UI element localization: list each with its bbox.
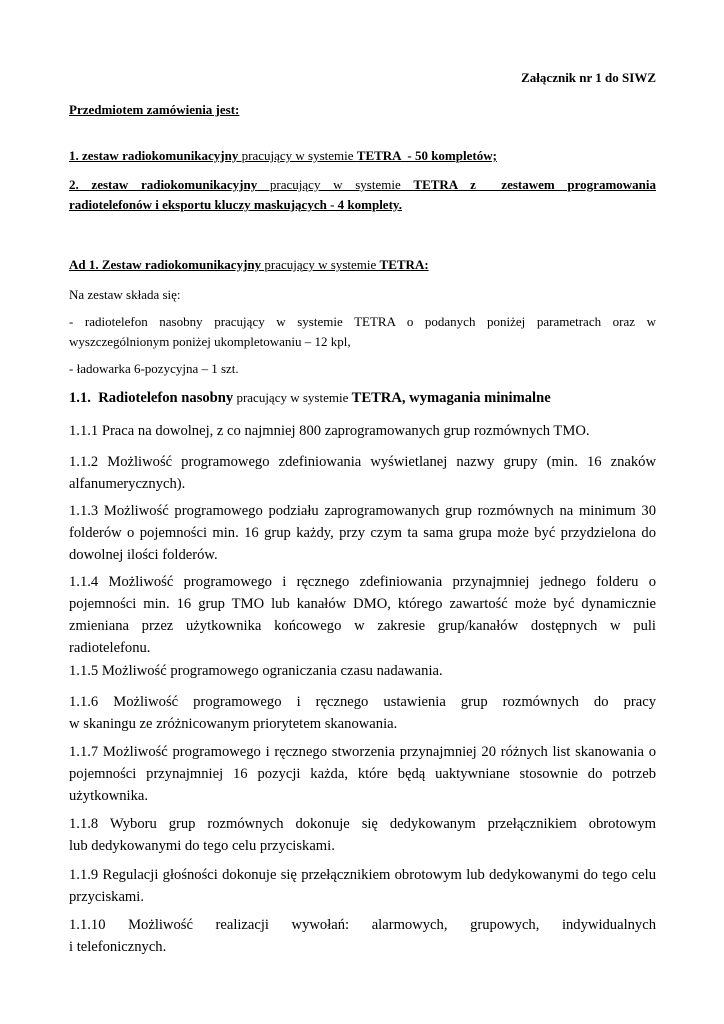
req-1-1-7: 1.1.7 Możliwość programowego i ręcznego stworzenia przynajmniej 20 różnych list skanowania o pojemności przynajmniej 16 pozycji każda, które będą uaktywniane stosownie do potrzeb użytkownika. — [69, 744, 656, 804]
order-item-1: 1. zestaw radiokomunikacyjny pracujący w systemie TETRA - 50 kompletów; — [69, 148, 497, 163]
req-1-1-6-line-2: w skaningu ze zróżnicowanym priorytetem skanowania. — [69, 716, 398, 732]
req-1-1-10-line-1: 1.1.10 Możliwość realizacji wywołań: alarmowych, grupowych, indywidualnych — [69, 917, 656, 933]
req-1-1-4: 1.1.4 Możliwość programowego i ręcznego zdefiniowania przynajmniej jednego folderu o pojemności min. 16 grup TMO lub kanałów DMO, którego zawartość może być dynamicznie zmieniana przez użytkownika końcowego w zakresie grup/kanałów dostępnych w puli radiotelefonu. — [69, 574, 656, 656]
req-1-1-8-line-1: 1.1.8 Wyboru grup rozmównych dokonuje się dedykowanym przełącznikiem obrotowym — [69, 816, 656, 832]
kit-item-charger: - ładowarka 6-pozycyjna – 1 szt. — [69, 361, 239, 376]
req-1-1-10-line-2: i telefonicznych. — [69, 939, 167, 955]
subject-heading: Przedmiotem zamówienia jest: — [69, 102, 240, 117]
req-1-1-2: 1.1.2 Możliwość programowego zdefiniowania wyświetlanej nazwy grupy (min. 16 znaków alfanumerycznych). — [69, 454, 656, 492]
order-item-2-line-2: radiotelefonów i eksportu kluczy maskujących - 4 komplety. — [69, 197, 402, 212]
req-1-1-9: 1.1.9 Regulacji głośności dokonuje się przełącznikiem obrotowym lub dedykowanymi do tego celu przyciskami. — [69, 867, 656, 905]
annex-label: Załącznik nr 1 do SIWZ — [521, 70, 656, 85]
req-1-1-3: 1.1.3 Możliwość programowego podziału zaprogramowanych grup rozmównych na minimum 30 folderów o pojemności min. 16 grup każdy, przy czym ta sama grupa może być przydzielona do dowolnej ilości folderów. — [69, 503, 656, 563]
ad1-heading: Ad 1. Zestaw radiokomunikacyjny pracujący w systemie TETRA: — [69, 257, 429, 272]
req-1-1-6-line-1: 1.1.6 Możliwość programowego i ręcznego ustawienia grup rozmównych do pracy — [69, 694, 656, 710]
order-item-2-line-1: 2. zestaw radiokomunikacyjny pracujący w systemie TETRA z zestawem programowania — [69, 177, 657, 192]
kit-item-radio: - radiotelefon nasobny pracujący w systemie TETRA o podanych poniżej parametrach oraz w wyszczególnionym poniżej ukompletowaniu – 12 kpl, — [69, 314, 656, 349]
section-heading: 1.1. Radiotelefon nasobny pracujący w systemie TETRA, wymagania minimalne — [69, 390, 551, 406]
req-1-1-1: 1.1.1 Praca na dowolnej, z co najmniej 800 zaprogramowanych grup rozmównych TMO. — [69, 423, 590, 439]
req-1-1-8-line-2: lub dedykowanymi do tego celu przyciskami. — [69, 838, 335, 854]
req-1-1-5: 1.1.5 Możliwość programowego ograniczania czasu nadawania. — [69, 663, 443, 679]
kit-intro: Na zestaw składa się: — [69, 287, 181, 302]
